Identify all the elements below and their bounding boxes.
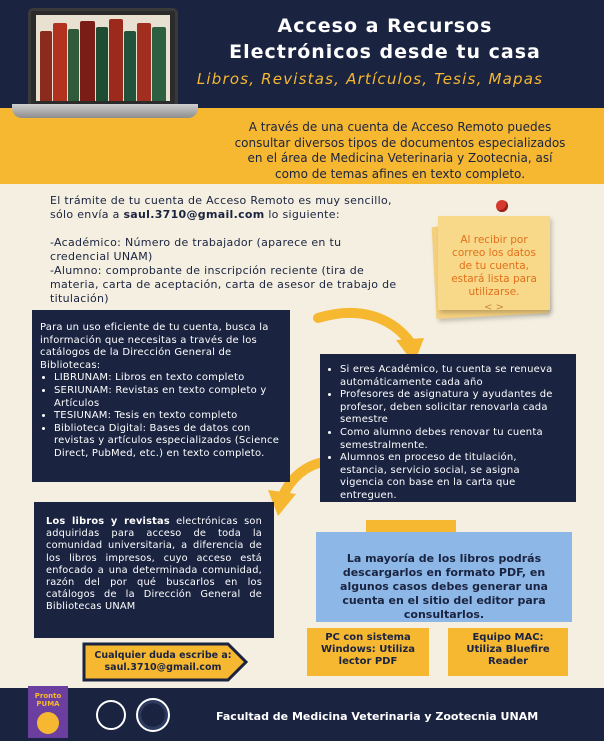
page-subtitle: Libros, Revistas, Artículos, Tesis, Mapas bbox=[196, 70, 544, 88]
puma-icon bbox=[37, 712, 59, 734]
renewal-item: • Si eres Académico, tu cuenta se renueva automáticamente cada año bbox=[340, 364, 566, 389]
sticky-note-arrows: < > bbox=[484, 302, 504, 313]
page-title-line2: Electrónicos desde tu casa bbox=[229, 41, 541, 63]
renewal-item: • Alumnos en proceso de titulación, estancia, servicio social, se asigna vigencia con base en la carta que entreguen. bbox=[340, 452, 566, 502]
catalogs-intro: Para un uso eficiente de tu cuenta, busca la información que necesitas a través de los catálogos de la Dirección General de Bibliotecas: bbox=[40, 322, 269, 371]
unam-seal-icon bbox=[96, 700, 126, 730]
contact-label: Cualquier duda escribe a: bbox=[94, 650, 232, 661]
catalogs-list bbox=[40, 372, 280, 460]
catalog-item-seriunam: • SERIUNAM: Revistas en texto completo y Artículos bbox=[54, 385, 280, 410]
catalog-item-tesiunam: • TESIUNAM: Tesis en texto completo bbox=[54, 410, 280, 423]
arrow-right-curve bbox=[318, 313, 410, 342]
catalog-item-biblioteca-digital: • Biblioteca Digital: Bases de datos con revistas y artículos especializados (Science Direct, PubMed, etc.) en texto completo. bbox=[54, 423, 280, 461]
mac-chip: Equipo MAC: Utiliza Bluefire Reader bbox=[448, 628, 568, 676]
email-link[interactable]: saul.3710@gmail.com bbox=[123, 208, 265, 221]
catalog-item-librunam: • LIBRUNAM: Libros en texto completo bbox=[54, 372, 280, 385]
renewal-list bbox=[326, 364, 566, 503]
intro-paragraph: A través de una cuenta de Acceso Remoto puedes consultar diversos tipos de documentos especializados en el área de Medicina Veterinaria y Zootecnia, así como de temas afines en texto completo. bbox=[234, 120, 566, 181]
pdf-box-text: La mayoría de los libros podrás descargarlos en formato PDF, en algunos casos debes generar una cuenta en el sitio del editor para consultarlos. bbox=[340, 552, 548, 621]
contact-email[interactable]: saul.3710@gmail.com bbox=[104, 662, 222, 673]
page-title-line1: Acceso a Recursos bbox=[277, 15, 493, 37]
renewal-item: • Profesores de asignatura y ayudantes de profesor, deben solicitar renovarla cada semestre bbox=[340, 389, 566, 427]
catalogs-box bbox=[32, 310, 290, 482]
books-box-bold: Los libros y revistas bbox=[46, 516, 170, 527]
pdf-box bbox=[316, 532, 572, 622]
pc-chip: PC con sistema Windows: Utiliza lector PDF bbox=[307, 628, 429, 676]
books-box-text: electrónicas son adquiridas para acceso de toda la comunidad universitaria, a diferencia de los libros impresos, cuyo acceso está enfocado a una determinada comunidad, razón del por qué buscarlos en los catálogos de la Dirección General de Bibliotecas UNAM bbox=[46, 516, 262, 613]
pronto-puma-logo: Pronto PUMA bbox=[28, 686, 68, 738]
footer-text: Facultad de Medicina Veterinaria y Zootecnia UNAM bbox=[216, 710, 539, 723]
books-box bbox=[34, 502, 274, 638]
requirements-text: El trámite de tu cuenta de Acceso Remoto es muy sencillo, sólo envía a saul.3710@gmail.com lo siguiente: -Académico: Número de trabajador (aparece en tu credencial UNAM) -Alumno: comprobante de inscripción reciente (tira de materia, carta de aceptación, carta de asesor de trabajo de titulación) bbox=[50, 194, 397, 305]
sticky-note-text: Al recibir por correo los datos de tu cuenta, estará lista para utilizarse. bbox=[451, 234, 537, 298]
fmvz-seal-icon bbox=[136, 698, 170, 732]
contact-text bbox=[88, 650, 238, 674]
renewal-box bbox=[320, 354, 576, 502]
renewal-item: • Como alumno debes renovar tu cuenta semestralmente. bbox=[340, 427, 566, 452]
